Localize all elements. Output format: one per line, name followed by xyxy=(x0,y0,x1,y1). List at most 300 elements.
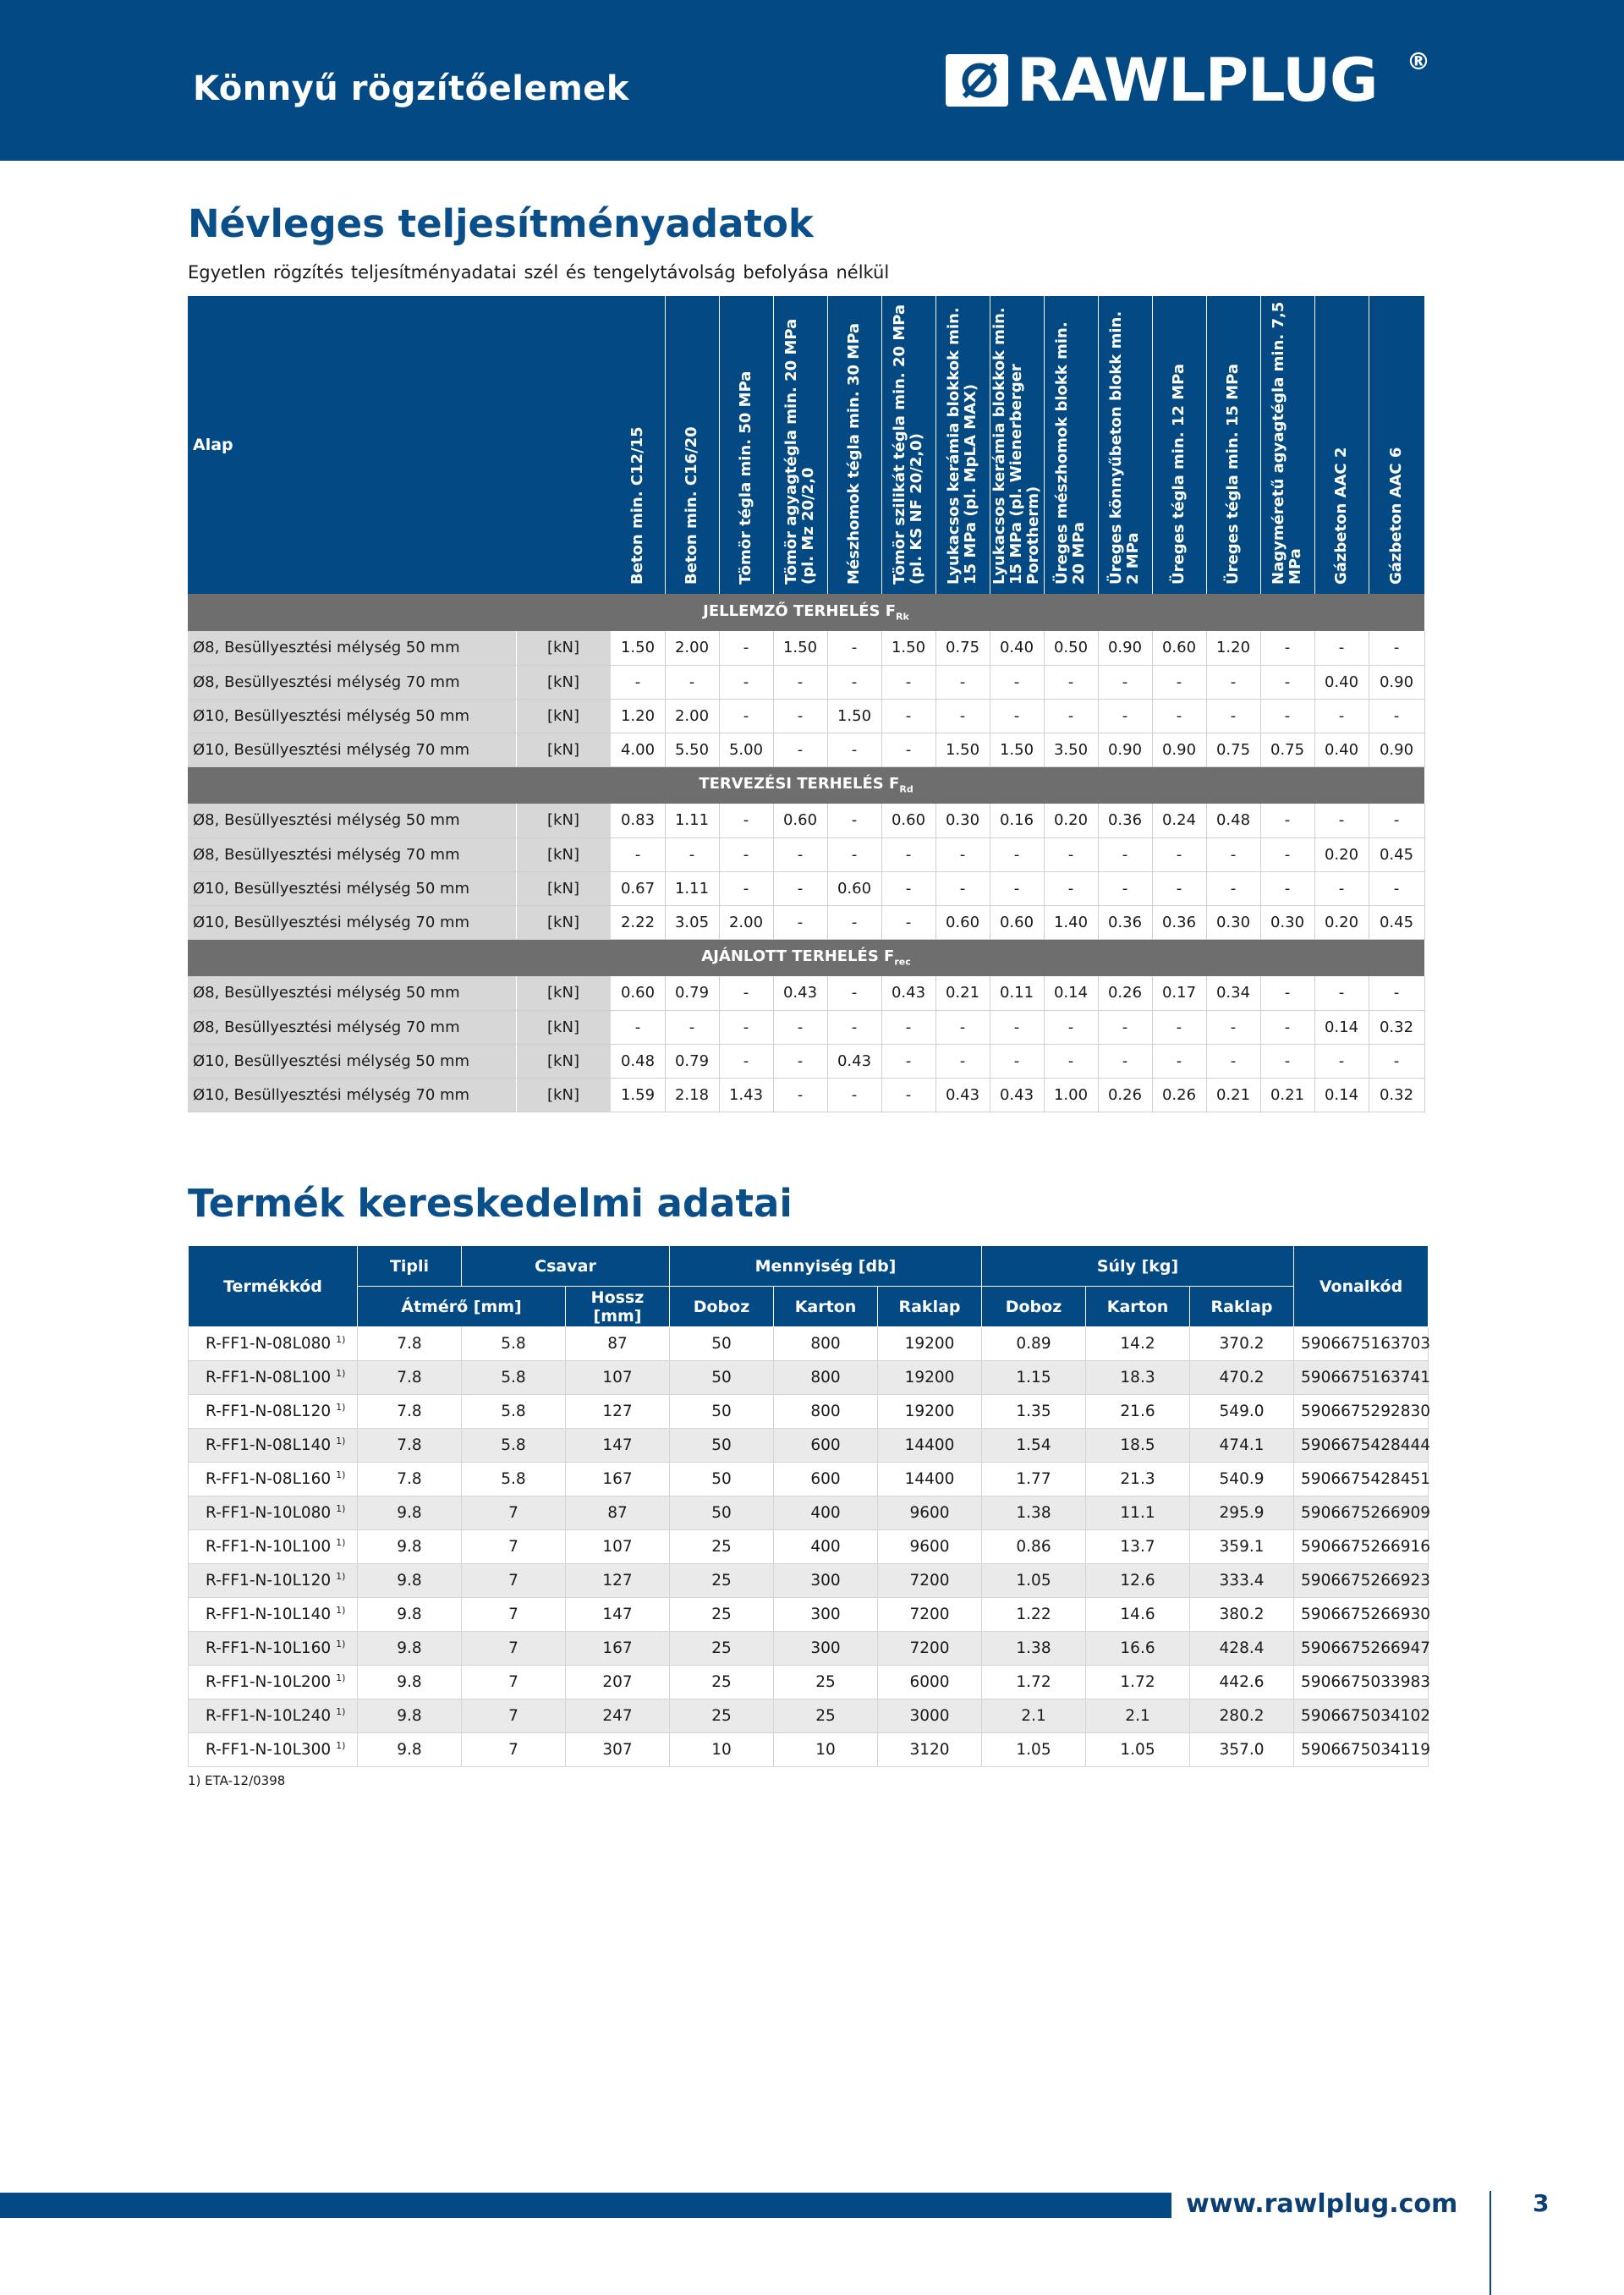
value-cell: - xyxy=(935,699,990,733)
value-cell: 25 xyxy=(670,1598,774,1632)
value-cell: - xyxy=(1044,1044,1098,1078)
row-unit: [kN] xyxy=(516,837,611,871)
row-label: Ø10, Besüllyesztési mélység 70 mm xyxy=(188,1078,516,1112)
material-column-header xyxy=(665,296,719,594)
value-cell: 800 xyxy=(774,1361,878,1395)
value-cell: 0.67 xyxy=(611,871,665,905)
value-cell: 333.4 xyxy=(1190,1564,1294,1598)
value-cell: 0.60 xyxy=(935,905,990,939)
col-w-raklap: Raklap xyxy=(1190,1287,1294,1327)
value-cell: - xyxy=(935,871,990,905)
value-cell: 1.54 xyxy=(982,1429,1086,1463)
load-group-header xyxy=(188,939,1424,976)
product-code: R-FF1-N-10L140 xyxy=(206,1606,332,1624)
value-cell: - xyxy=(719,837,773,871)
value-cell: - xyxy=(827,631,881,665)
value-cell: - xyxy=(1098,871,1152,905)
value-cell: 0.36 xyxy=(1152,905,1206,939)
value-cell: 5.8 xyxy=(462,1327,566,1361)
value-cell: 87 xyxy=(566,1327,670,1361)
value-cell: - xyxy=(827,665,881,699)
footnote-ref: 1) xyxy=(336,1605,346,1617)
value-cell: - xyxy=(990,699,1044,733)
value-cell: - xyxy=(773,699,827,733)
material-column-label: Gázbeton AAC 6 xyxy=(1387,447,1406,585)
value-cell: 14400 xyxy=(878,1463,982,1496)
value-cell: 1.05 xyxy=(982,1733,1086,1767)
table-row xyxy=(188,905,1424,939)
value-cell: - xyxy=(1314,804,1369,837)
product-code: R-FF1-N-08L140 xyxy=(206,1436,332,1455)
logo-wordmark: RAWLPLUG xyxy=(1017,46,1378,115)
section-title-commercial: Termék kereskedelmi adatai xyxy=(188,1181,793,1226)
commercial-header-row-2 xyxy=(189,1287,1429,1327)
value-cell: - xyxy=(935,665,990,699)
row-unit: [kN] xyxy=(516,699,611,733)
value-cell: - xyxy=(935,1044,990,1078)
commercial-table xyxy=(188,1245,1429,1767)
product-code: R-FF1-N-10L160 xyxy=(206,1639,332,1658)
row-unit: [kN] xyxy=(516,631,611,665)
value-cell: 12.6 xyxy=(1086,1564,1190,1598)
value-cell: 380.2 xyxy=(1190,1598,1294,1632)
material-column-label: Lyukacsos kerámia blokkok min. 15 MPa (pl. Wienerberger Porotherm) xyxy=(990,307,1043,585)
value-cell: 25 xyxy=(670,1699,774,1733)
value-cell: - xyxy=(990,1044,1044,1078)
table-row xyxy=(189,1327,1429,1361)
value-cell: - xyxy=(665,665,719,699)
value-cell: - xyxy=(1206,1044,1260,1078)
value-cell: 0.30 xyxy=(1206,905,1260,939)
load-group-header xyxy=(188,594,1424,631)
value-cell: - xyxy=(665,837,719,871)
value-cell: - xyxy=(719,631,773,665)
value-cell: 0.26 xyxy=(1098,1078,1152,1112)
value-cell: 1.35 xyxy=(982,1395,1086,1429)
value-cell: - xyxy=(1369,804,1424,837)
value-cell: 107 xyxy=(566,1530,670,1564)
value-cell: 247 xyxy=(566,1699,670,1733)
value-cell: 0.60 xyxy=(773,804,827,837)
material-column-header xyxy=(1369,296,1424,594)
section-subtitle-performance: Egyetlen rögzítés teljesítményadatai szél és tengelytávolság befolyása nélkül xyxy=(188,262,890,283)
value-cell: 3120 xyxy=(878,1733,982,1767)
value-cell: 0.11 xyxy=(990,976,1044,1010)
barcode-cell: 5906675266923 xyxy=(1294,1564,1429,1598)
value-cell: 87 xyxy=(566,1496,670,1530)
footer-website-link[interactable]: www.rawlplug.com xyxy=(1186,2189,1458,2219)
col-q-karton: Karton xyxy=(774,1287,878,1327)
barcode-cell: 5906675033983 xyxy=(1294,1666,1429,1699)
value-cell: 0.34 xyxy=(1206,976,1260,1010)
col-product-code: Termékkód xyxy=(189,1246,358,1327)
value-cell: 0.60 xyxy=(611,976,665,1010)
value-cell: 167 xyxy=(566,1463,670,1496)
value-cell: 1.11 xyxy=(665,871,719,905)
value-cell: 5.8 xyxy=(462,1361,566,1395)
value-cell: 1.50 xyxy=(827,699,881,733)
value-cell: 25 xyxy=(670,1666,774,1699)
value-cell: 0.32 xyxy=(1369,1010,1424,1044)
value-cell: 25 xyxy=(774,1666,878,1699)
product-code: R-FF1-N-08L100 xyxy=(206,1369,332,1387)
value-cell: 3.50 xyxy=(1044,733,1098,766)
material-column-label: Beton min. C12/15 xyxy=(628,426,647,585)
material-column-label: Üreges mészhomok blokk min. 20 MPa xyxy=(1053,321,1089,585)
value-cell: - xyxy=(1152,699,1206,733)
row-unit: [kN] xyxy=(516,665,611,699)
value-cell: - xyxy=(990,837,1044,871)
value-cell: 1.20 xyxy=(611,699,665,733)
page-category-title: Könnyű rögzítőelemek xyxy=(193,69,630,108)
barcode-cell: 5906675266930 xyxy=(1294,1598,1429,1632)
product-code-cell xyxy=(189,1395,358,1429)
table-row xyxy=(188,631,1424,665)
value-cell: 9.8 xyxy=(358,1666,462,1699)
value-cell: 0.40 xyxy=(990,631,1044,665)
value-cell: 0.14 xyxy=(1044,976,1098,1010)
value-cell: - xyxy=(611,1010,665,1044)
value-cell: 127 xyxy=(566,1395,670,1429)
product-code: R-FF1-N-10L080 xyxy=(206,1504,332,1523)
row-label: Ø10, Besüllyesztési mélység 70 mm xyxy=(188,733,516,766)
footnote-ref: 1) xyxy=(336,1334,346,1346)
col-csavar: Csavar xyxy=(462,1246,670,1287)
value-cell: 50 xyxy=(670,1496,774,1530)
table-row xyxy=(188,665,1424,699)
material-column-label: Nagyméretű agyagtégla min. 7,5 MPa xyxy=(1270,301,1305,585)
value-cell: 25 xyxy=(774,1699,878,1733)
row-label: Ø8, Besüllyesztési mélység 70 mm xyxy=(188,1010,516,1044)
value-cell: - xyxy=(1369,976,1424,1010)
value-cell: 0.43 xyxy=(773,976,827,1010)
value-cell: 16.6 xyxy=(1086,1632,1190,1666)
value-cell: 10 xyxy=(670,1733,774,1767)
footnote-ref: 1) xyxy=(336,1436,346,1447)
value-cell: - xyxy=(1098,665,1152,699)
material-column-label: Tömör tégla min. 50 MPa xyxy=(737,371,755,585)
value-cell: - xyxy=(881,733,935,766)
row-unit: [kN] xyxy=(516,1010,611,1044)
value-cell: - xyxy=(1152,1044,1206,1078)
value-cell: - xyxy=(1260,699,1314,733)
value-cell: - xyxy=(1260,631,1314,665)
value-cell: 2.00 xyxy=(665,699,719,733)
row-label: Ø8, Besüllyesztési mélység 70 mm xyxy=(188,665,516,699)
product-code: R-FF1-N-08L080 xyxy=(206,1335,332,1353)
product-code-cell xyxy=(189,1361,358,1395)
value-cell: 0.89 xyxy=(982,1327,1086,1361)
value-cell: 9600 xyxy=(878,1496,982,1530)
value-cell: 7 xyxy=(462,1632,566,1666)
value-cell: 7200 xyxy=(878,1632,982,1666)
barcode-cell: 5906675163703 xyxy=(1294,1327,1429,1361)
rawlplug-logo-mark-icon xyxy=(946,54,1008,107)
material-column-label: Tömör agyagtégla min. 20 MPa (pl. Mz 20/2,0 xyxy=(782,318,818,585)
value-cell: 7 xyxy=(462,1666,566,1699)
material-column-header xyxy=(1260,296,1314,594)
value-cell: 800 xyxy=(774,1395,878,1429)
value-cell: 19200 xyxy=(878,1361,982,1395)
value-cell: 25 xyxy=(670,1530,774,1564)
product-code-cell xyxy=(189,1666,358,1699)
value-cell: - xyxy=(990,871,1044,905)
value-cell: 18.3 xyxy=(1086,1361,1190,1395)
value-cell: 1.50 xyxy=(990,733,1044,766)
barcode-cell: 5906675292830 xyxy=(1294,1395,1429,1429)
value-cell: - xyxy=(1098,837,1152,871)
value-cell: - xyxy=(1206,665,1260,699)
barcode-cell: 5906675034119 xyxy=(1294,1733,1429,1767)
value-cell: - xyxy=(719,804,773,837)
product-code: R-FF1-N-10L240 xyxy=(206,1707,332,1726)
value-cell: - xyxy=(881,837,935,871)
footnote-ref: 1) xyxy=(336,1706,346,1718)
footer-divider xyxy=(1490,2191,1491,2295)
table-row xyxy=(188,1010,1424,1044)
value-cell: 25 xyxy=(670,1564,774,1598)
value-cell: 0.86 xyxy=(982,1530,1086,1564)
value-cell: 0.90 xyxy=(1152,733,1206,766)
value-cell: 18.5 xyxy=(1086,1429,1190,1463)
material-column-header xyxy=(935,296,990,594)
table-row xyxy=(189,1530,1429,1564)
value-cell: - xyxy=(827,1010,881,1044)
value-cell: 7.8 xyxy=(358,1429,462,1463)
material-column-header xyxy=(1206,296,1260,594)
value-cell: - xyxy=(1260,871,1314,905)
load-group-title xyxy=(188,939,1424,976)
table-row xyxy=(189,1666,1429,1699)
value-cell: 0.48 xyxy=(611,1044,665,1078)
value-cell: 549.0 xyxy=(1190,1395,1294,1429)
load-group-title-text: TERVEZÉSI TERHELÉS F xyxy=(699,775,900,793)
value-cell: 0.60 xyxy=(990,905,1044,939)
value-cell: 127 xyxy=(566,1564,670,1598)
value-cell: 540.9 xyxy=(1190,1463,1294,1496)
barcode-cell: 5906675163741 xyxy=(1294,1361,1429,1395)
load-group-header xyxy=(188,766,1424,804)
value-cell: 1.43 xyxy=(719,1078,773,1112)
value-cell: 0.14 xyxy=(1314,1078,1369,1112)
value-cell: 9.8 xyxy=(358,1496,462,1530)
value-cell: 307 xyxy=(566,1733,670,1767)
table-row xyxy=(188,804,1424,837)
value-cell: - xyxy=(1314,699,1369,733)
row-label: Ø10, Besüllyesztési mélység 50 mm xyxy=(188,699,516,733)
material-column-header xyxy=(990,296,1044,594)
value-cell: 0.60 xyxy=(827,871,881,905)
value-cell: 13.7 xyxy=(1086,1530,1190,1564)
value-cell: 10 xyxy=(774,1733,878,1767)
product-code-cell xyxy=(189,1530,358,1564)
value-cell: 0.21 xyxy=(1206,1078,1260,1112)
value-cell: 9.8 xyxy=(358,1530,462,1564)
footnote-ref: 1) xyxy=(336,1368,346,1380)
table-row xyxy=(188,699,1424,733)
product-code: R-FF1-N-10L200 xyxy=(206,1673,332,1692)
value-cell: 0.79 xyxy=(665,1044,719,1078)
value-cell: 2.00 xyxy=(719,905,773,939)
value-cell: 7200 xyxy=(878,1564,982,1598)
value-cell: - xyxy=(773,1044,827,1078)
value-cell: 400 xyxy=(774,1530,878,1564)
product-code-cell xyxy=(189,1327,358,1361)
product-code: R-FF1-N-10L300 xyxy=(206,1741,332,1760)
value-cell: - xyxy=(881,905,935,939)
value-cell: 600 xyxy=(774,1463,878,1496)
product-code-cell xyxy=(189,1733,358,1767)
value-cell: - xyxy=(1206,837,1260,871)
value-cell: - xyxy=(827,837,881,871)
value-cell: - xyxy=(1044,871,1098,905)
value-cell: 0.14 xyxy=(1314,1010,1369,1044)
value-cell: 0.83 xyxy=(611,804,665,837)
table-row xyxy=(189,1361,1429,1395)
value-cell: 0.45 xyxy=(1369,837,1424,871)
value-cell: 19200 xyxy=(878,1395,982,1429)
col-hossz: Hossz [mm] xyxy=(566,1287,670,1327)
value-cell: 0.75 xyxy=(1206,733,1260,766)
value-cell: 0.90 xyxy=(1098,733,1152,766)
page-number: 3 xyxy=(1533,2189,1550,2217)
value-cell: 0.60 xyxy=(881,804,935,837)
value-cell: - xyxy=(1044,837,1098,871)
value-cell: 1.50 xyxy=(611,631,665,665)
value-cell: 1.05 xyxy=(1086,1733,1190,1767)
value-cell: - xyxy=(1152,871,1206,905)
footnote-ref: 1) xyxy=(336,1402,346,1414)
value-cell: - xyxy=(719,1010,773,1044)
value-cell: 2.1 xyxy=(982,1699,1086,1733)
value-cell: 50 xyxy=(670,1463,774,1496)
value-cell: 14.2 xyxy=(1086,1327,1190,1361)
value-cell: 9.8 xyxy=(358,1733,462,1767)
material-column-label: Beton min. C16/20 xyxy=(683,426,701,585)
value-cell: - xyxy=(1206,871,1260,905)
value-cell: - xyxy=(1314,631,1369,665)
value-cell: - xyxy=(1044,1010,1098,1044)
value-cell: 1.15 xyxy=(982,1361,1086,1395)
value-cell: - xyxy=(1369,871,1424,905)
value-cell: - xyxy=(990,1010,1044,1044)
value-cell: 0.90 xyxy=(1369,665,1424,699)
value-cell: 1.77 xyxy=(982,1463,1086,1496)
barcode-cell: 5906675266909 xyxy=(1294,1496,1429,1530)
value-cell: 1.40 xyxy=(1044,905,1098,939)
value-cell: 295.9 xyxy=(1190,1496,1294,1530)
value-cell: 9.8 xyxy=(358,1699,462,1733)
value-cell: 1.50 xyxy=(773,631,827,665)
footnote: 1) ETA-12/0398 xyxy=(188,1773,286,1788)
value-cell: - xyxy=(773,905,827,939)
value-cell: - xyxy=(1098,1010,1152,1044)
value-cell: 207 xyxy=(566,1666,670,1699)
value-cell: - xyxy=(881,1078,935,1112)
footnote-ref: 1) xyxy=(336,1740,346,1752)
value-cell: 7 xyxy=(462,1564,566,1598)
value-cell: 6000 xyxy=(878,1666,982,1699)
performance-table xyxy=(188,296,1425,1112)
material-column-label: Mészhomok tégla min. 30 MPa xyxy=(845,322,864,585)
value-cell: 0.21 xyxy=(1260,1078,1314,1112)
load-group-title xyxy=(188,594,1424,631)
value-cell: 9.8 xyxy=(358,1632,462,1666)
value-cell: - xyxy=(1314,1044,1369,1078)
row-label: Ø10, Besüllyesztési mélység 50 mm xyxy=(188,871,516,905)
value-cell: - xyxy=(1260,665,1314,699)
value-cell: 1.00 xyxy=(1044,1078,1098,1112)
value-cell: 300 xyxy=(774,1564,878,1598)
value-cell: 0.60 xyxy=(1152,631,1206,665)
value-cell: 0.20 xyxy=(1314,905,1369,939)
value-cell: 1.50 xyxy=(935,733,990,766)
value-cell: - xyxy=(773,733,827,766)
value-cell: - xyxy=(1206,1010,1260,1044)
value-cell: 7 xyxy=(462,1598,566,1632)
col-q-doboz: Doboz xyxy=(670,1287,774,1327)
col-vonalkod: Vonalkód xyxy=(1294,1246,1429,1327)
value-cell: 0.36 xyxy=(1098,905,1152,939)
product-code: R-FF1-N-10L100 xyxy=(206,1538,332,1557)
table-row xyxy=(189,1699,1429,1733)
value-cell: 11.1 xyxy=(1086,1496,1190,1530)
product-code-cell xyxy=(189,1564,358,1598)
value-cell: - xyxy=(1314,976,1369,1010)
value-cell: 1.38 xyxy=(982,1496,1086,1530)
row-unit: [kN] xyxy=(516,1078,611,1112)
value-cell: 21.6 xyxy=(1086,1395,1190,1429)
value-cell: 7.8 xyxy=(358,1463,462,1496)
value-cell: 50 xyxy=(670,1429,774,1463)
value-cell: 1.20 xyxy=(1206,631,1260,665)
commercial-header-row-1 xyxy=(189,1246,1429,1287)
value-cell: 0.20 xyxy=(1044,804,1098,837)
value-cell: 300 xyxy=(774,1632,878,1666)
value-cell: 0.79 xyxy=(665,976,719,1010)
value-cell: 2.18 xyxy=(665,1078,719,1112)
material-column-label: Üreges könnyűbeton blokk min. 2 MPa xyxy=(1107,310,1143,585)
value-cell: 0.26 xyxy=(1152,1078,1206,1112)
load-group-subscript: rec xyxy=(894,957,911,969)
value-cell: 7 xyxy=(462,1496,566,1530)
value-cell: - xyxy=(773,1078,827,1112)
value-cell: - xyxy=(1260,804,1314,837)
table-row xyxy=(188,1078,1424,1112)
table-row xyxy=(188,976,1424,1010)
footnote-ref: 1) xyxy=(336,1503,346,1515)
value-cell: 7.8 xyxy=(358,1361,462,1395)
product-code-cell xyxy=(189,1598,358,1632)
value-cell: 167 xyxy=(566,1632,670,1666)
value-cell: 0.45 xyxy=(1369,905,1424,939)
value-cell: - xyxy=(773,665,827,699)
value-cell: - xyxy=(881,1010,935,1044)
value-cell: 0.16 xyxy=(990,804,1044,837)
table-row xyxy=(189,1463,1429,1496)
value-cell: 0.90 xyxy=(1369,733,1424,766)
value-cell: 7.8 xyxy=(358,1327,462,1361)
value-cell: - xyxy=(773,871,827,905)
value-cell: 1.05 xyxy=(982,1564,1086,1598)
value-cell: 3000 xyxy=(878,1699,982,1733)
col-w-karton: Karton xyxy=(1086,1287,1190,1327)
row-unit: [kN] xyxy=(516,733,611,766)
value-cell: - xyxy=(1369,699,1424,733)
row-unit: [kN] xyxy=(516,1044,611,1078)
value-cell: 50 xyxy=(670,1327,774,1361)
value-cell: - xyxy=(827,1078,881,1112)
